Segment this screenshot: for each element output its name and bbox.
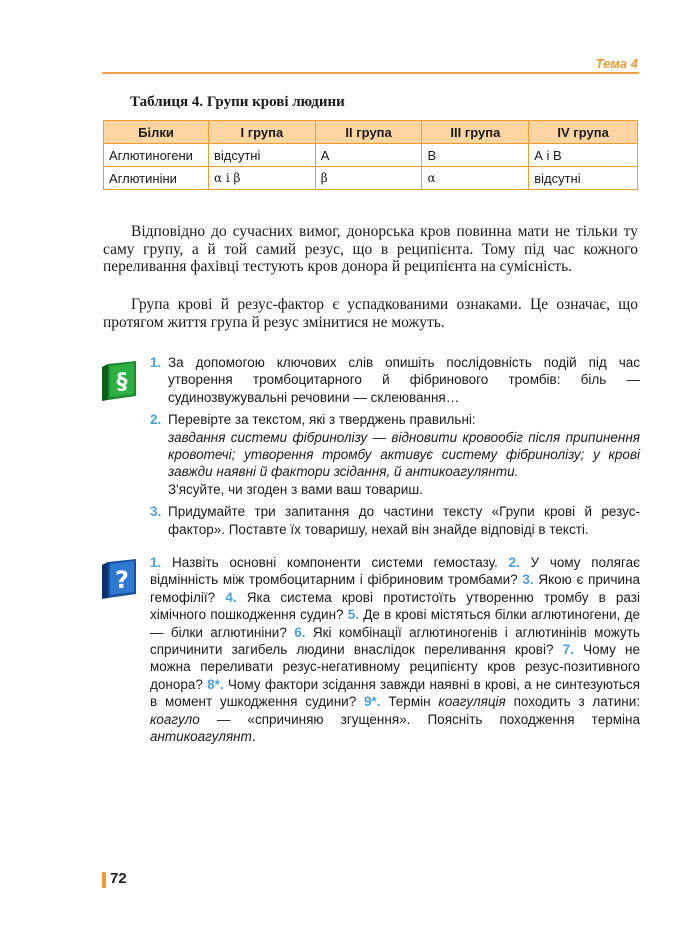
table-cell: β: [315, 167, 422, 190]
header-rule: [102, 72, 639, 74]
paragraph-sign-icon: [100, 360, 138, 402]
table-cell: відсутні: [529, 167, 638, 190]
table-cell: В: [422, 144, 529, 167]
question-text: Чому не можна переливати резус-негативному реципієнту кров резус-позитивного донора?: [150, 642, 640, 692]
task-text: З'ясуйте, чи згоден з вами ваш товариш.: [168, 481, 423, 497]
question-text: Назвіть основні компоненти системи гемостазу.: [171, 555, 498, 570]
tasks-list: [150, 354, 640, 543]
question-number: 6.: [294, 624, 306, 640]
table-header-cell: II група: [315, 121, 422, 144]
term-italic: коагуло: [150, 711, 200, 727]
question-text: — «спричиняю згущення». Поясніть походження терміна: [216, 711, 640, 727]
task-item: [150, 503, 640, 538]
task-text: За допомогою ключових слів опишіть послідовність подій під час утворення тромбоцитарного й фібринового тромбів: біль — судинозвужувальні речовини — склеювання…: [168, 355, 640, 405]
question-text: Термін: [388, 694, 431, 710]
table-cell: А і В: [529, 144, 638, 167]
table-cell: А: [315, 144, 422, 167]
question-mark-icon: [100, 558, 138, 600]
task-text: Придумайте три запитання до частини тексту «Групи крові й резус-фактор». Поставте їх товаришу, нехай він знайде відповіді в тексті.: [168, 504, 640, 537]
question-text: Чому фактори зсідання завжди наявні в крові, а не синтезуються в момент ушкодження судини?: [150, 676, 640, 710]
question-number: 7.: [562, 642, 574, 658]
topic-label: Тема 4: [595, 56, 638, 71]
task-number: 2.: [150, 412, 162, 428]
task-item: [150, 354, 640, 406]
task-number: 1.: [150, 355, 162, 370]
question-number: 2.: [508, 555, 520, 570]
blood-groups-table: [103, 120, 638, 190]
table-cell: Аглютиногени: [104, 144, 209, 167]
table-header-row: [104, 121, 638, 144]
table-header-cell: Білки: [104, 121, 209, 144]
question-text: У чому полягає відмінність між тромбоцитарним і фібриновим тромбами?: [150, 555, 640, 588]
task-statements: завдання системи фібринолізу — відновити кровообіг після припинення кровотечі; утворення тромбу активує систему фібринолізу; у крові завжди наявні й фактори зсідання, й антикоагулянти.: [168, 429, 640, 480]
table-row: [104, 144, 638, 167]
question-text: .: [251, 729, 256, 745]
question-number: 5.: [347, 607, 360, 623]
question-number: 9*.: [364, 694, 381, 710]
term-italic: коагуляція: [438, 694, 506, 710]
table-cell: Аглютиніни: [104, 167, 209, 190]
table-cell: відсутні: [208, 144, 315, 167]
question-number: 8*.: [207, 676, 224, 692]
table-row: [104, 167, 638, 190]
question-number: 4.: [225, 589, 237, 605]
question-text: Де в крові містяться білки аглютиногени, де — білки аглютиніни?: [150, 607, 640, 640]
table-header-cell: IV група: [529, 121, 638, 144]
term-italic: антикоагулянт: [150, 729, 252, 745]
question-text: походить з латини:: [513, 694, 640, 710]
table-header-cell: I група: [208, 121, 315, 144]
svg-text:?: ?: [115, 566, 129, 594]
question-number: 1.: [150, 555, 162, 570]
question-text: Яка система крові протистоїть утворенню тромбу в разі хімічного пошкодження судин?: [150, 589, 640, 623]
question-text: Які комбінації аглютиногенів і аглютинінів можуть спричинити загибель людини внаслідок переливання крові?: [150, 624, 640, 658]
table-header-cell: III група: [422, 121, 529, 144]
table-cell: α і β: [208, 167, 315, 190]
task-number: 3.: [150, 504, 162, 520]
task-text: Перевірте за текстом, які з тверджень правильні:: [168, 412, 476, 428]
task-item: [150, 411, 640, 498]
table-title: Таблиця 4. Групи крові людини: [130, 94, 345, 110]
table-cell: α: [422, 167, 529, 190]
page-number: 72: [110, 870, 127, 887]
questions-block: [150, 554, 640, 745]
question-number: 3.: [522, 572, 534, 588]
svg-text:§: §: [116, 370, 128, 395]
body-paragraph: Група крові й резус-фактор є успадкованими ознаками. Це означає, що протягом життя група й резус змінитися не можуть.: [103, 296, 638, 331]
page-number-marker: [102, 872, 106, 888]
body-paragraph: Відповідно до сучасних вимог, донорська кров повинна мати не тільки ту саму групу, а й той самий резус, що в реципієнта. Тому під час кожного переливання фахівці тестують кров донора й реципієнта на сумісність.: [103, 223, 638, 275]
question-text: Якою є причина гемофілії?: [150, 572, 640, 605]
